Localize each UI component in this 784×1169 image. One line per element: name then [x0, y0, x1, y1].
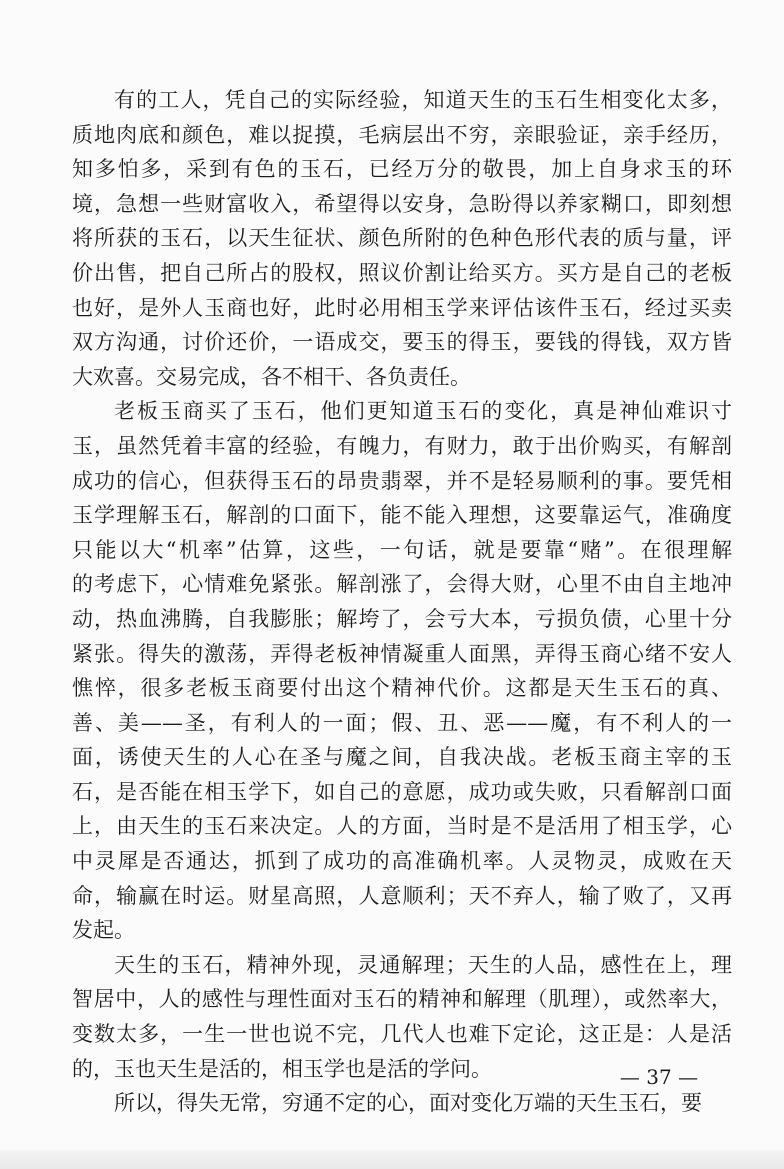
text-line: 大欢喜。交易完成，各不相干、各负责任。: [72, 364, 471, 389]
text-line: 成功的信心，但获得玉石的昂贵翡翠，并不是轻易顺利的事。要凭相: [72, 468, 732, 493]
text-line: 面，诱使天生的人心在圣与魔之间，自我决战。老板玉商主宰的玉: [72, 745, 732, 770]
text-line: 也好，是外人玉商也好，此时必用相玉学来评估该件玉石，经过买卖: [72, 295, 732, 320]
text-line: 境，急想一些财富收入，希望得以安身，急盼得以养家糊口，即刻想: [72, 191, 732, 216]
text-line: 只能以大“机率”估算，这些，一句话，就是要靠“赌”。在很理解: [72, 537, 732, 562]
text-line: 玉学理解玉石，解剖的口面下，能不能入理想，这要靠运气，准确度: [72, 503, 732, 528]
text-line: 价出售，把自己所占的股权，照议价割让给买方。买方是自己的老板: [72, 260, 732, 285]
text-line: 天生的玉石，精神外现，灵通解理；天生的人品，感性在上，理: [114, 952, 732, 977]
text-line: 动，热血沸腾，自我膨胀；解垮了，会亏大本，亏损负债，心里十分: [72, 606, 732, 631]
text-line: 中灵犀是否通达，抓到了成功的高准确机率。人灵物灵，成败在天: [72, 849, 732, 874]
text-line: 玉，虽然凭着丰富的经验，有魄力，有财力，敢于出价购买，有解剖: [72, 433, 732, 458]
page-number: — 37 —: [619, 1065, 699, 1089]
text-line: 变数太多，一生一世也说不完，几代人也难下定论，这正是：人是活: [72, 1022, 732, 1047]
text-line: 石，是否能在相玉学下，如自己的意愿，成功或失败，只看解剖口面: [72, 779, 732, 804]
text-line: 上，由天生的玉石来决定。人的方面，当时是不是活用了相玉学，心: [72, 814, 732, 839]
text-line: 智居中，人的感性与理性面对玉石的精神和解理（肌理），或然率大，: [72, 987, 732, 1012]
text-line: 紧张。得失的激荡，弄得老板神情凝重人面黑，弄得玉商心绪不安人: [72, 641, 732, 666]
text-line: 所以，得失无常，穷通不定的心，面对变化万端的天生玉石，要: [114, 1091, 702, 1116]
text-line: 憔悴，很多老板玉商要付出这个精神代价。这都是天生玉石的真、: [72, 676, 732, 701]
text-line: 双方沟通，讨价还价，一语成交，要玉的得玉，要钱的得钱，双方皆: [72, 330, 732, 355]
text-line: 的，玉也天生是活的，相玉学也是活的学问。: [72, 1056, 492, 1081]
text-line: 知多怕多，采到有色的玉石，已经万分的敬畏，加上自身求玉的环: [72, 157, 732, 182]
text-line: 质地肉底和颜色，难以捉摸，毛病层出不穷，亲眼验证，亲手经历，: [72, 122, 732, 147]
text-line: 善、美——圣，有利人的一面；假、丑、恶——魔，有不利人的一: [72, 710, 732, 735]
page-bottom-edge: [0, 1150, 784, 1169]
text-line: 的考虑下，心情难免紧张。解剖涨了，会得大财，心里不由自主地冲: [72, 572, 732, 597]
text-line: 命，输赢在时运。财星高照，人意顺利；天不弃人，输了败了，又再: [72, 883, 732, 908]
text-line: 老板玉商买了玉石，他们更知道玉石的变化，真是神仙难识寸: [114, 399, 732, 424]
text-line: 将所获的玉石，以天生征状、颜色所附的色种色形代表的质与量，评: [72, 226, 732, 251]
text-line: 有的工人，凭自己的实际经验，知道天生的玉石生相变化太多，: [114, 88, 732, 112]
text-line: 发起。: [72, 918, 135, 943]
body-text: [72, 83, 732, 1121]
